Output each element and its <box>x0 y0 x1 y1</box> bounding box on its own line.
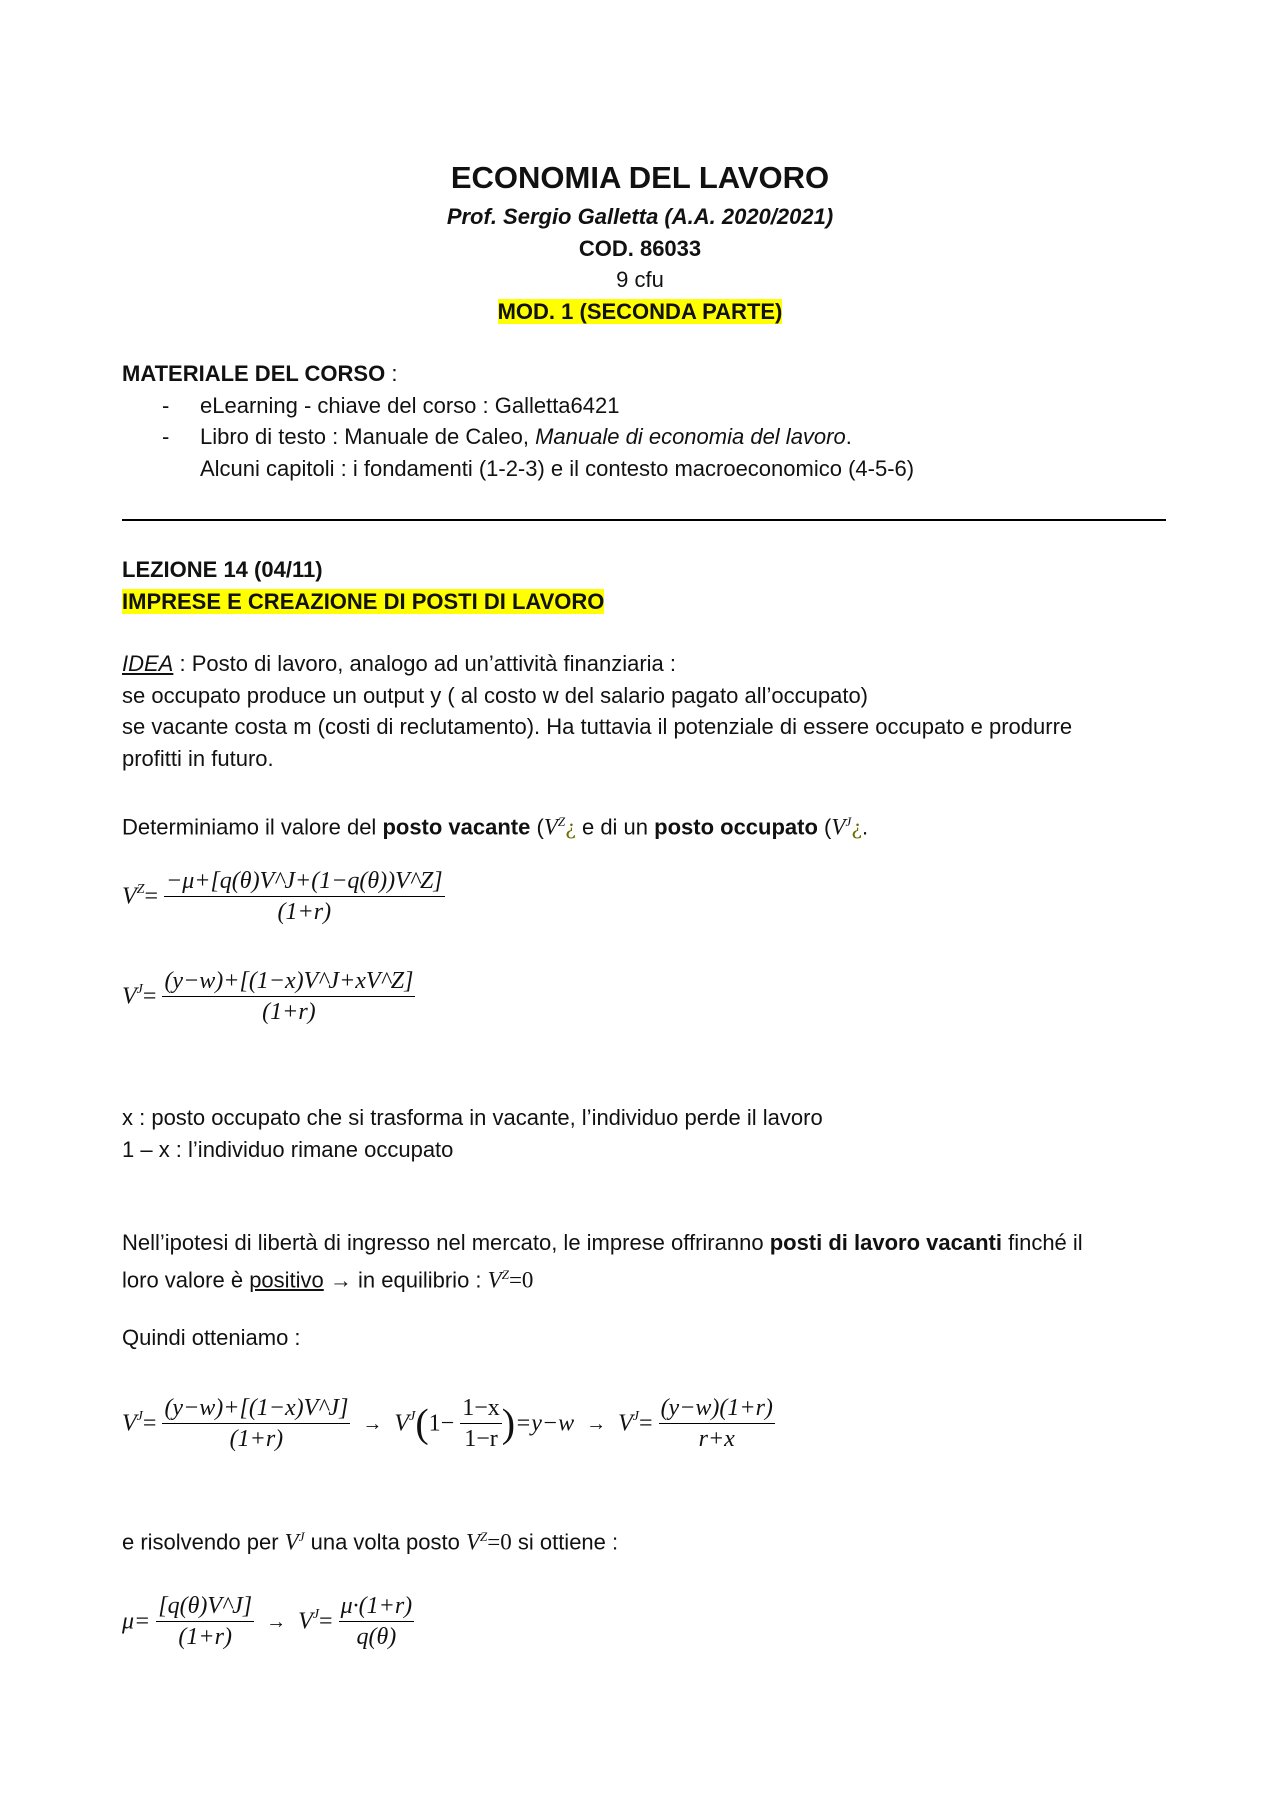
ipotesi-line2-prefix: loro valore è <box>122 1267 250 1293</box>
ipotesi-bold: posti di lavoro vacanti <box>769 1230 1002 1255</box>
eq2-fraction <box>162 966 415 1027</box>
eq1-denominator: (1+r) <box>277 899 332 925</box>
eq3-fraction-3 <box>659 1393 775 1454</box>
ris-v: V <box>284 1529 299 1555</box>
eq2-equals: = <box>142 983 157 1010</box>
eq4-v-sup: J <box>312 1607 320 1623</box>
idea-line-3: se vacante costa m (costi di reclutamento). Ha tuttavia il potenziale di essere occupato e produrre <box>122 714 1073 739</box>
list-item-capitoli: Alcuni capitoli : i fondamenti (1-2-3) e il contesto macroeconomico (4-5-6) <box>200 456 915 481</box>
libro-prefix: Libro di testo : Manuale de Caleo, <box>200 424 536 449</box>
lesson-title-line <box>122 586 604 618</box>
eq3-denominator-3: r+x <box>698 1426 735 1452</box>
list-bullet-dash: - <box>162 424 170 449</box>
lesson-number: LEZIONE 14 (04/11) <box>122 557 323 582</box>
eq3-part2-v: V <box>394 1410 410 1437</box>
eq4-denominator-2: q(θ) <box>356 1624 397 1650</box>
eq2-denominator: (1+r) <box>262 999 316 1025</box>
det-prefix: Determiniamo il valore del <box>122 814 383 840</box>
materiale-heading <box>122 358 397 390</box>
definition-one-minus-x: 1 – x : l’individuo rimane occupato <box>122 1137 454 1162</box>
lesson-title: IMPRESE E CREAZIONE DI POSTI DI LAVORO <box>122 589 605 614</box>
module-line <box>0 296 1280 328</box>
det-vj: V <box>831 814 846 840</box>
ris-v-sup: J <box>298 1529 305 1544</box>
idea-line-4: profitti in futuro. <box>122 746 274 771</box>
ipotesi-vz-rhs: =0 <box>508 1267 534 1293</box>
equation-vz <box>122 866 445 927</box>
materiale-heading-label: MATERIALE DEL CORSO <box>122 361 386 386</box>
eq1-numerator: −μ+[q(θ)V^J+(1−q(θ))V^Z] <box>164 866 445 897</box>
ris-mid: una volta posto <box>304 1529 466 1555</box>
det-q2: ¿ <box>851 815 862 840</box>
det-vj-sup: J <box>845 814 852 829</box>
eq4-v: V <box>298 1608 313 1635</box>
det-mid: e di un <box>575 814 655 840</box>
list-bullet-dash: - <box>162 393 170 418</box>
ipotesi-positivo: positivo <box>249 1267 324 1293</box>
ris-vz: V <box>465 1529 481 1555</box>
arrow-icon: → <box>586 1412 607 1435</box>
list-item-libro <box>200 421 852 453</box>
equation-mu <box>122 1591 414 1652</box>
course-code: COD. 86033 <box>578 236 702 261</box>
eq3-numerator-1: (y−w)+[(1−x)V^J] <box>162 1393 350 1424</box>
ris-vz-rhs: =0 <box>487 1529 512 1555</box>
eq3-paren-open: ( <box>415 1400 429 1446</box>
idea-text-1: : Posto di lavoro, analogo ad un’attività finanziaria : <box>173 651 676 676</box>
det-open-2: ( <box>817 814 832 840</box>
ipotesi-vz-sup: Z <box>501 1267 509 1282</box>
ipotesi-prefix: Nell’ipotesi di libertà di ingresso nel mercato, le imprese offriranno <box>122 1230 770 1255</box>
ipotesi-suffix: finché il <box>1001 1230 1083 1255</box>
det-bold-occupato: posto occupato <box>654 814 818 840</box>
arrow-icon: → <box>362 1412 383 1435</box>
eq3-part3-sup: J <box>632 1409 640 1425</box>
eq1-fraction <box>164 866 445 927</box>
eq3-one-minus: 1− <box>428 1410 455 1437</box>
det-end: . <box>861 814 869 840</box>
eq4-denominator-1: (1+r) <box>178 1624 232 1650</box>
determiniamo-line <box>122 806 868 843</box>
materiale-heading-suffix: : <box>385 361 398 386</box>
det-open-1: ( <box>530 814 544 840</box>
eq3-rhs-2: =y−w <box>515 1410 575 1437</box>
eq3-fraction-2 <box>460 1393 502 1454</box>
eq3-fraction-1 <box>162 1393 350 1454</box>
eq3-equals-3: = <box>639 1410 653 1437</box>
eq2-lhs-sup: J <box>136 982 143 998</box>
idea-line-2: se occupato produce un output y ( al costo w del salario pagato all’occupato) <box>122 683 869 708</box>
eq3-denominator-1: (1+r) <box>229 1426 284 1452</box>
document-title: ECONOMIA DEL LAVORO <box>450 160 830 195</box>
ipotesi-line-1 <box>122 1227 1083 1259</box>
eq3-lhs: V <box>122 1410 137 1437</box>
eq3-denominator-2: 1−r <box>464 1426 498 1452</box>
definition-x: x : posto occupato che si trasforma in vacante, l’individuo perde il lavoro <box>122 1105 823 1130</box>
eq4-equals: = <box>319 1608 333 1635</box>
det-bold-vacante: posto vacante <box>382 814 531 840</box>
eq2-lhs: V <box>122 983 137 1010</box>
ipotesi-line2-suffix: in equilibrio : <box>358 1267 488 1293</box>
det-vz-sup: Z <box>557 814 566 829</box>
module-highlight: MOD. 1 (SECONDA PARTE) <box>497 299 783 324</box>
eq4-numerator-1: [q(θ)V^J] <box>156 1591 254 1622</box>
libro-suffix: . <box>845 424 852 449</box>
equation-vj <box>122 966 415 1027</box>
equation-vj-derivation <box>122 1393 775 1454</box>
eq2-numerator: (y−w)+[(1−x)V^J+xV^Z] <box>162 966 415 997</box>
eq3-lhs-sup: J <box>136 1409 143 1425</box>
det-q1: ¿ <box>565 815 576 840</box>
list-item-elearning: eLearning - chiave del corso : Galletta6421 <box>200 393 620 418</box>
eq3-paren-close: ) <box>501 1400 516 1446</box>
eq4-fraction-2 <box>339 1591 415 1652</box>
eq4-numerator-2: μ·(1+r) <box>339 1591 415 1622</box>
ipotesi-vz: V <box>487 1267 502 1293</box>
eq1-lhs: V <box>122 883 137 910</box>
eq1-equals: = <box>144 883 159 910</box>
det-vz: V <box>543 814 558 840</box>
quindi-line: Quindi otteniamo : <box>122 1325 301 1350</box>
ris-vz-sup: Z <box>480 1529 488 1544</box>
eq1-lhs-sup: Z <box>136 882 145 898</box>
ris-prefix: e risolvendo per <box>122 1529 285 1555</box>
eq3-numerator-2: 1−x <box>460 1393 502 1424</box>
eq3-part3-v: V <box>618 1410 633 1437</box>
eq4-fraction-1 <box>156 1591 254 1652</box>
professor-line: Prof. Sergio Galletta (A.A. 2020/2021) <box>446 204 834 229</box>
risolvendo-line <box>122 1521 618 1558</box>
eq3-numerator-3: (y−w)(1+r) <box>659 1393 775 1424</box>
libro-title: Manuale di economia del lavoro <box>535 424 846 449</box>
idea-label: IDEA <box>122 651 174 676</box>
arrow-icon: → <box>266 1610 287 1633</box>
idea-line-1 <box>122 648 676 680</box>
eq4-lhs: μ= <box>122 1608 151 1635</box>
ipotesi-arrow-icon: → <box>323 1267 359 1293</box>
course-cfu: 9 cfu <box>616 267 664 292</box>
eq3-equals-1: = <box>142 1410 157 1437</box>
eq3-part2-sup: J <box>409 1409 416 1425</box>
ris-suffix: si ottiene : <box>511 1529 619 1555</box>
horizontal-divider <box>122 519 1166 521</box>
ipotesi-line-2 <box>122 1259 533 1296</box>
